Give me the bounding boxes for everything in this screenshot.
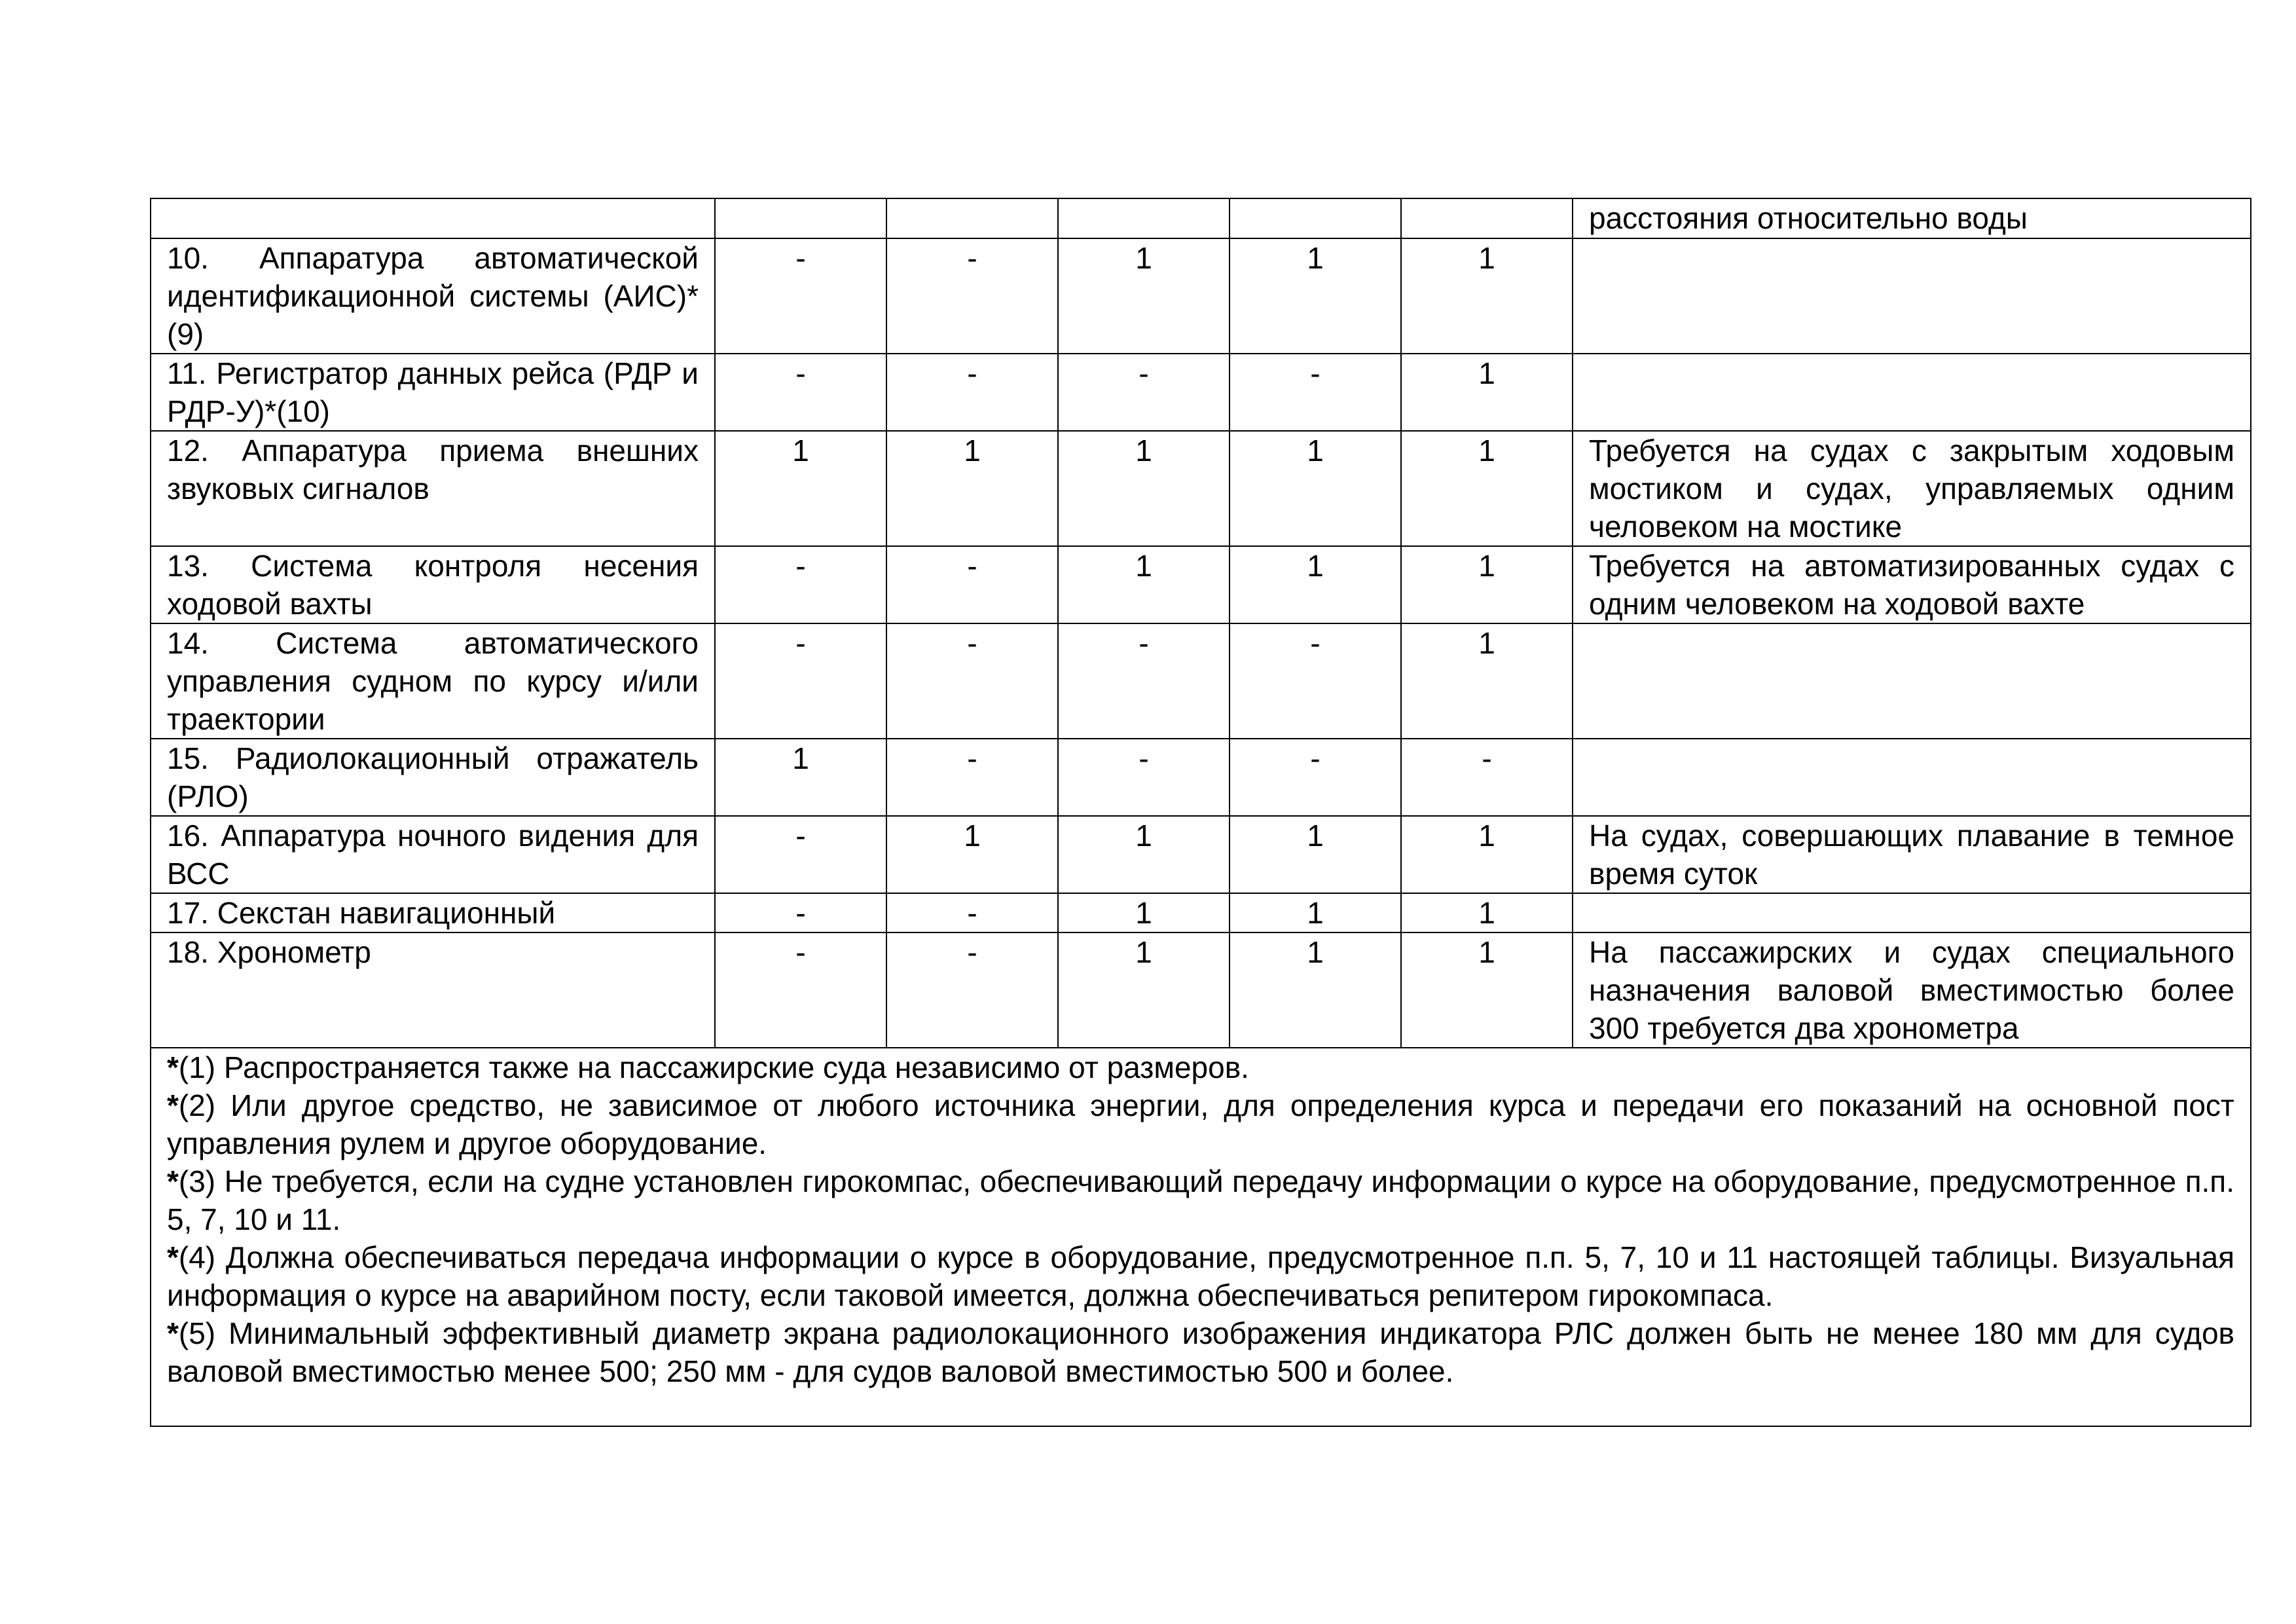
value-cell: 1	[1401, 893, 1573, 932]
value-cell: 1	[886, 816, 1058, 893]
value-cell: -	[715, 893, 886, 932]
equipment-name: 11. Регистратор данных рейса (РДР и РДР-У)*(10)	[151, 354, 715, 431]
footnotes-cell	[151, 1048, 2251, 1426]
value-cell: 1	[1401, 546, 1573, 623]
table-row	[151, 739, 2251, 816]
value-cell: -	[886, 354, 1058, 431]
equipment-name: 17. Секстан навигационный	[151, 893, 715, 932]
equipment-name: 14. Система автоматического управления судном по курсу и/или траектории	[151, 623, 715, 739]
footnote	[167, 1238, 2234, 1314]
equipment-name: 10. Аппаратура автоматической идентификационной системы (АИС)*(9)	[151, 238, 715, 354]
value-cell: -	[886, 893, 1058, 932]
value-cell	[1058, 198, 1230, 238]
value-cell: 1	[1230, 238, 1401, 354]
value-cell: 1	[1058, 932, 1230, 1048]
note-cell: На судах, совершающих плавание в темное время суток	[1573, 816, 2251, 893]
value-cell: -	[886, 623, 1058, 739]
value-cell: 1	[1058, 238, 1230, 354]
value-cell: 1	[1230, 546, 1401, 623]
value-cell: -	[715, 546, 886, 623]
table-row	[151, 816, 2251, 893]
value-cell: 1	[1230, 932, 1401, 1048]
value-cell: -	[1230, 623, 1401, 739]
value-cell	[1230, 198, 1401, 238]
value-cell: 1	[715, 739, 886, 816]
value-cell: 1	[1230, 893, 1401, 932]
value-cell: -	[886, 546, 1058, 623]
value-cell: 1	[1401, 623, 1573, 739]
note-cell: расстояния относительно воды	[1573, 198, 2251, 238]
value-cell	[886, 198, 1058, 238]
equipment-name	[151, 198, 715, 238]
table-row	[151, 546, 2251, 623]
footnote-text: (5) Минимальный эффективный диаметр экрана радиолокационного изображения индикатора РЛС должен быть не менее 180 мм для судов валовой вместимостью менее 500; 250 мм - для судов валовой вместимостью 500 и более.	[167, 1316, 2234, 1388]
value-cell: 1	[1230, 816, 1401, 893]
footnote-marker: *	[167, 1164, 179, 1198]
footnote	[167, 1314, 2234, 1390]
value-cell: 1	[1401, 431, 1573, 546]
footnote-marker: *	[167, 1050, 179, 1084]
equipment-table	[150, 198, 2251, 1427]
value-cell: 1	[1401, 238, 1573, 354]
equipment-name: 13. Система контроля несения ходовой вахты	[151, 546, 715, 623]
value-cell: -	[1058, 354, 1230, 431]
value-cell: 1	[1058, 431, 1230, 546]
value-cell: 1	[1058, 893, 1230, 932]
value-cell: -	[1401, 739, 1573, 816]
footnote-marker: *	[167, 1240, 179, 1274]
table-row	[151, 238, 2251, 354]
footnote-text: (3) Не требуется, если на судне установлен гирокомпас, обеспечивающий передачу информации о курсе на оборудование, предусмотренное п.п. 5, 7, 10 и 11.	[167, 1164, 2234, 1236]
value-cell	[1401, 198, 1573, 238]
table-row	[151, 198, 2251, 238]
footnote-text: (4) Должна обеспечиваться передача информации о курсе в оборудование, предусмотренное п.п. 5, 7, 10 и 11 настоящей таблицы. Визуальная информация о курсе на аварийном посту, если таковой имеется, должна обеспечиваться репитером гирокомпаса.	[167, 1240, 2234, 1312]
note-cell	[1573, 623, 2251, 739]
note-cell: На пассажирских и судах специального назначения валовой вместимостью более 300 требуется два хронометра	[1573, 932, 2251, 1048]
value-cell: -	[715, 816, 886, 893]
equipment-name: 18. Хронометр	[151, 932, 715, 1048]
footnote-text: (2) Или другое средство, не зависимое от любого источника энергии, для определения курса и передачи его показаний на основной пост управления рулем и другое оборудование.	[167, 1088, 2234, 1160]
table-row	[151, 893, 2251, 932]
footnote	[167, 1162, 2234, 1238]
value-cell: 1	[1401, 354, 1573, 431]
table-row	[151, 354, 2251, 431]
value-cell: -	[715, 932, 886, 1048]
table-row	[151, 623, 2251, 739]
note-cell	[1573, 739, 2251, 816]
note-cell: Требуется на автоматизированных судах с одним человеком на ходовой вахте	[1573, 546, 2251, 623]
value-cell: 1	[886, 431, 1058, 546]
equipment-name: 15. Радиолокационный отражатель (РЛО)	[151, 739, 715, 816]
value-cell: 1	[1401, 932, 1573, 1048]
value-cell: -	[1230, 354, 1401, 431]
value-cell: 1	[715, 431, 886, 546]
note-cell	[1573, 238, 2251, 354]
equipment-name: 16. Аппаратура ночного видения для ВСС	[151, 816, 715, 893]
value-cell	[715, 198, 886, 238]
value-cell: 1	[1401, 816, 1573, 893]
note-cell	[1573, 354, 2251, 431]
value-cell: -	[886, 238, 1058, 354]
footnote	[167, 1086, 2234, 1162]
value-cell: -	[886, 932, 1058, 1048]
value-cell: 1	[1058, 816, 1230, 893]
value-cell: -	[715, 354, 886, 431]
note-cell	[1573, 893, 2251, 932]
value-cell: 1	[1058, 546, 1230, 623]
footnote-marker: *	[167, 1088, 179, 1122]
value-cell: 1	[1230, 431, 1401, 546]
table-row	[151, 932, 2251, 1048]
value-cell: -	[715, 623, 886, 739]
footnote-text: (1) Распространяется также на пассажирские суда независимо от размеров.	[178, 1050, 1249, 1084]
footnote	[167, 1048, 2234, 1086]
footnote-marker: *	[167, 1316, 179, 1350]
value-cell: -	[1058, 623, 1230, 739]
table-row	[151, 431, 2251, 546]
value-cell: -	[886, 739, 1058, 816]
value-cell: -	[1058, 739, 1230, 816]
equipment-name: 12. Аппаратура приема внешних звуковых сигналов	[151, 431, 715, 546]
note-cell: Требуется на судах с закрытым ходовым мостиком и судах, управляемых одним человеком на мостике	[1573, 431, 2251, 546]
footnotes-row	[151, 1048, 2251, 1426]
value-cell: -	[1230, 739, 1401, 816]
value-cell: -	[715, 238, 886, 354]
